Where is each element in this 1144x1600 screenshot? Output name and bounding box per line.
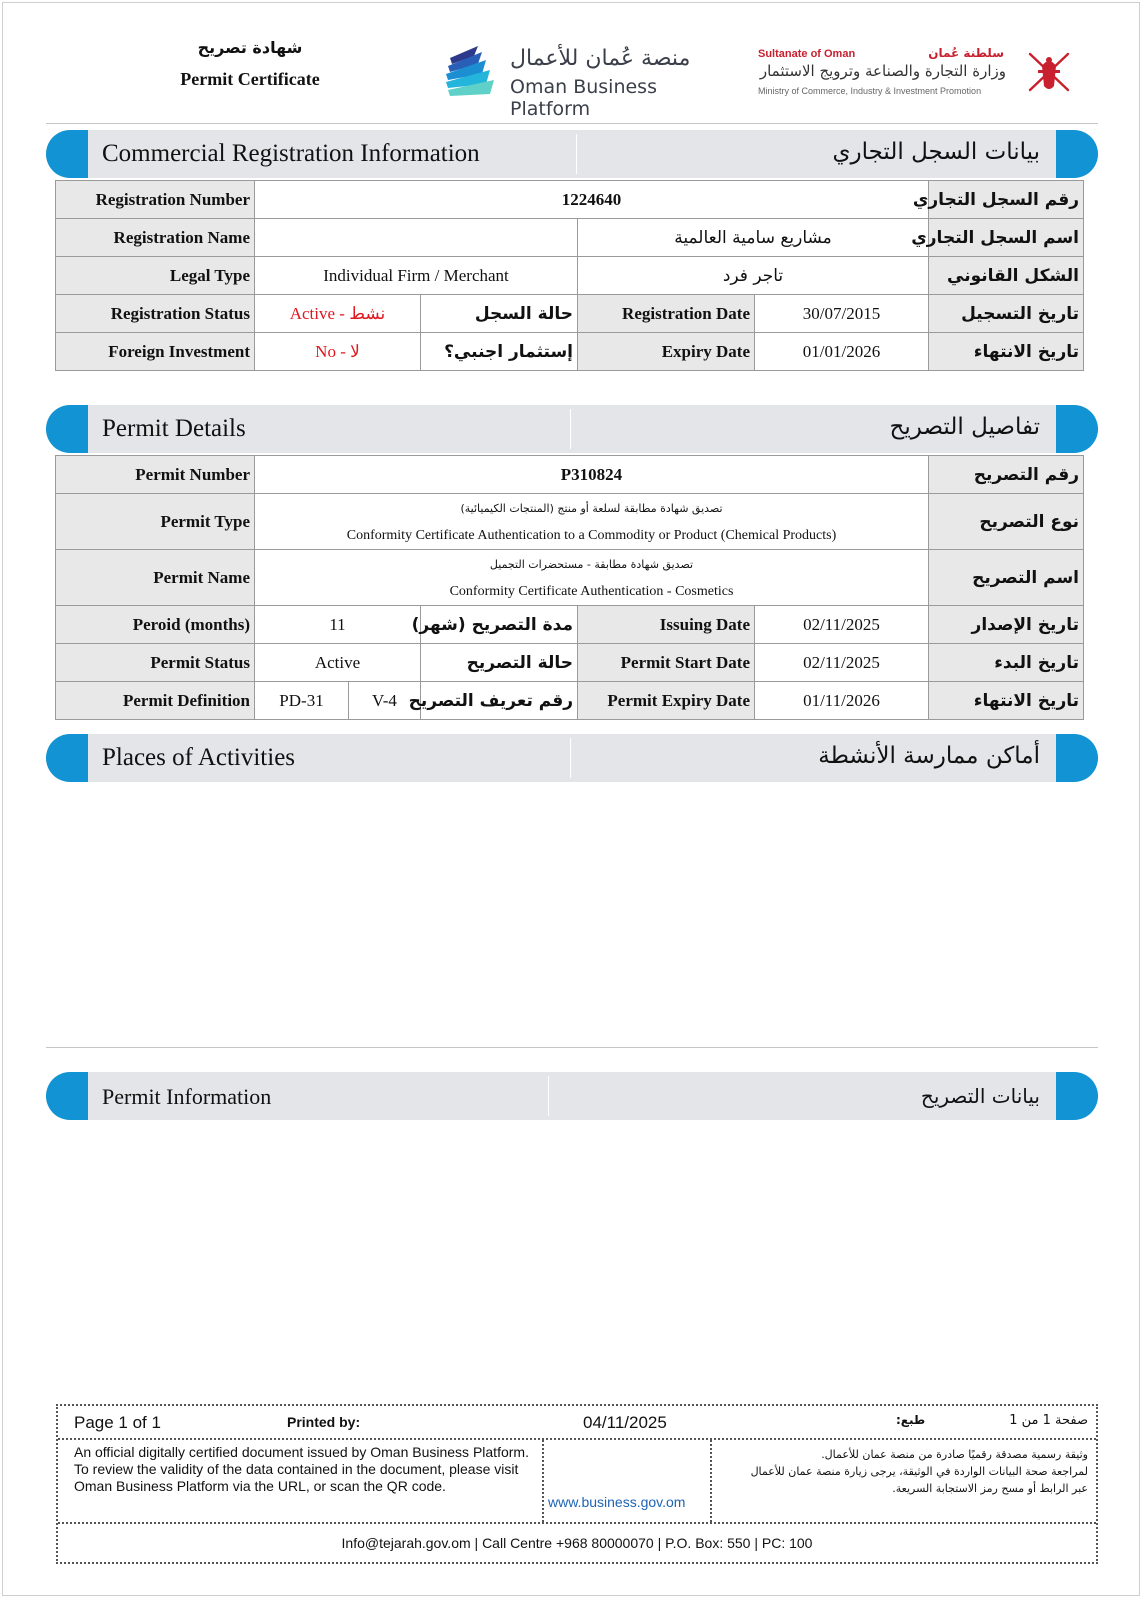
expiry-date-label: Expiry Date [578,333,755,371]
permit-status-label-ar: حالة التصريح [421,644,578,682]
table-row [56,644,1084,682]
banner-cap-right [1056,734,1098,782]
registration-name-ar-value: مشاريع سامية العالمية [578,219,929,257]
registration-name-label-ar: اسم السجل التجاري [929,219,1084,257]
page-number: Page 1 of 1 [74,1413,161,1432]
disclaimer-ar-line: لمراجعة صحة البيانات الواردة في الوثيقة، يرجى زيارة منصة عمان للأعمال [750,1465,1088,1478]
table-row [56,219,1084,257]
section-title-en: Places of Activities [102,744,296,771]
foreign-investment-label: Foreign Investment [56,333,255,371]
permit-name-label: Permit Name [56,550,255,606]
disclaimer-en-line: An official digitally certified document issued by Oman Business Platform. [74,1444,529,1460]
table-row [56,333,1084,371]
permit-type-label: Permit Type [56,494,255,550]
table-row [56,682,1084,720]
expiry-date-label-ar: تاريخ الانتهاء [929,333,1084,371]
permit-start-date-label-ar: تاريخ البدء [929,644,1084,682]
permit-definition-version: V-4 [349,682,421,720]
oman-business-platform-logo-icon [444,44,496,98]
section-title-en: Permit Details [102,415,246,442]
registration-name-label: Registration Name [56,219,255,257]
footer-contact: Info@tejarah.gov.om | Call Centre +968 80000070 | P.O. Box: 550 | PC: 100 [341,1535,813,1551]
permit-start-date-label: Permit Start Date [578,644,755,682]
registration-name-en-value [255,219,578,257]
table-row [56,550,1084,606]
section-banner-permit-information [46,1072,1098,1120]
disclaimer-ar [708,1446,1088,1497]
footer-print-row [58,1406,1096,1440]
issuing-date-value: 02/11/2025 [755,606,929,644]
banner-cap-right [1056,405,1098,453]
legal-type-en-value: Individual Firm / Merchant [255,257,578,295]
table-row [56,181,1084,219]
disclaimer-ar-line: عبر الرابط أو مسح رمز الاستجابة السريعة. [892,1482,1088,1495]
document-footer [56,1404,1098,1564]
sultanate-ar: سلطنة عُمان [928,46,1004,60]
permit-start-date-value: 02/11/2025 [755,644,929,682]
footer-disclaimer-row [58,1440,1096,1524]
section-title-ar: أماكن ممارسة الأنشطة [818,743,1040,769]
permit-expiry-date-value: 01/11/2026 [755,682,929,720]
page-number-ar: صفحة 1 من 1 [1009,1413,1088,1428]
period-label-ar: مدة التصريح (شهر) [421,606,578,644]
foreign-investment-label-ar: إستثمار اجنبي؟ [421,333,578,371]
section-title-ar: بيانات التصريح [920,1084,1040,1108]
permit-status-value: Active [255,644,421,682]
permit-number-label-ar: رقم التصريح [929,456,1084,494]
permit-type-ar: تصديق شهادة مطابقة لسلعة أو منتج (المنتجات الكيميائية) [460,501,723,515]
permit-expiry-date-label: Permit Expiry Date [578,682,755,720]
table-row [56,295,1084,333]
ministry-name-ar: وزارة التجارة والصناعة وترويج الاستثمار [759,62,1006,80]
section-title-en: Commercial Registration Information [102,140,480,167]
table-row [56,494,1084,550]
permit-name-ar: تصديق شهادة مطابقة - مستحضرات التجميل [489,557,694,571]
certificate-title-en: Permit Certificate [180,69,320,89]
registration-status-label: Registration Status [56,295,255,333]
registration-status-label-ar: حالة السجل [421,295,578,333]
header-divider [46,123,1098,124]
legal-type-label: Legal Type [56,257,255,295]
permit-definition-label-ar: رقم تعريف التصريح [421,682,578,720]
registration-date-label-ar: تاريخ التسجيل [929,295,1084,333]
banner-cap-right [1056,130,1098,178]
permit-number-value: P310824 [255,456,929,494]
registration-number-value: 1224640 [255,181,929,219]
permit-number-label: Permit Number [56,456,255,494]
registration-number-label-ar: رقم السجل التجاري [929,181,1084,219]
disclaimer-en-line: To review the validity of the data contained in the document, please visit Oman Business Platform via the URL, or scan the QR code. [74,1461,519,1494]
issuing-date-label-ar: تاريخ الإصدار [929,606,1084,644]
permit-name-en: Conformity Certificate Authentication - Cosmetics [449,583,734,599]
ministry-brand [752,46,1012,102]
banner-cap-left [46,734,88,782]
banner-cap-left [46,130,88,178]
printed-by-label: Printed by: [287,1414,361,1430]
section-banner-commercial-registration [46,130,1098,178]
section-title-ar: بيانات السجل التجاري [832,139,1040,165]
registration-status-value: Active - نشط [255,295,421,333]
section-divider [46,1047,1098,1048]
section-banner-permit-details [46,405,1098,453]
permit-details-table [55,455,1084,720]
disclaimer-ar-line: وثيقة رسمية مصدقة رقميًا صادرة من منصة عمان للأعمال. [821,1448,1088,1461]
issuing-date-label: Issuing Date [578,606,755,644]
table-row [56,606,1084,644]
sultanate-en: Sultanate of Oman [758,48,856,60]
platform-name-ar: منصة عُمان للأعمال [510,46,691,71]
banner-cap-left [46,1072,88,1120]
permit-name-value [255,550,929,606]
section-title-ar: تفاصيل التصريح [889,414,1040,440]
section-title-en: Permit Information [102,1084,272,1109]
registration-number-label: Registration Number [56,181,255,219]
platform-name-en: Oman Business Platform [510,76,657,120]
disclaimer-en [74,1444,534,1495]
oman-national-emblem-icon [1024,46,1074,98]
ministry-name-en: Ministry of Commerce, Industry & Investment Promotion [758,86,982,96]
foreign-investment-value: No - لا [255,333,421,371]
section-banner-places-of-activities [46,734,1098,782]
platform-url-link[interactable]: www.business.gov.om [548,1494,686,1510]
oman-business-platform-brand [444,44,734,120]
banner-cap-left [46,405,88,453]
commercial-registration-table [55,180,1084,371]
period-value: 11 [255,606,421,644]
period-label: Peroid (months) [56,606,255,644]
banner-cap-right [1056,1072,1098,1120]
permit-type-value [255,494,929,550]
registration-date-value: 30/07/2015 [755,295,929,333]
registration-date-label: Registration Date [578,295,755,333]
print-date: 04/11/2025 [583,1413,667,1432]
table-row [56,257,1084,295]
permit-definition-label: Permit Definition [56,682,255,720]
table-row [56,456,1084,494]
permit-expiry-date-label-ar: تاريخ الانتهاء [929,682,1084,720]
permit-type-en: Conformity Certificate Authentication to a Commodity or Product (Chemical Products) [346,527,837,543]
permit-status-label: Permit Status [56,644,255,682]
legal-type-ar-value: تاجر فرد [578,257,929,295]
permit-name-label-ar: اسم التصريح [929,550,1084,606]
expiry-date-value: 01/01/2026 [755,333,929,371]
legal-type-label-ar: الشكل القانوني [929,257,1084,295]
permit-type-label-ar: نوع التصريح [929,494,1084,550]
printed-by-label-ar: طبع: [896,1413,926,1427]
certificate-title [150,38,350,90]
permit-definition-code: PD-31 [255,682,349,720]
certificate-title-ar: شهادة تصريح [197,38,303,57]
